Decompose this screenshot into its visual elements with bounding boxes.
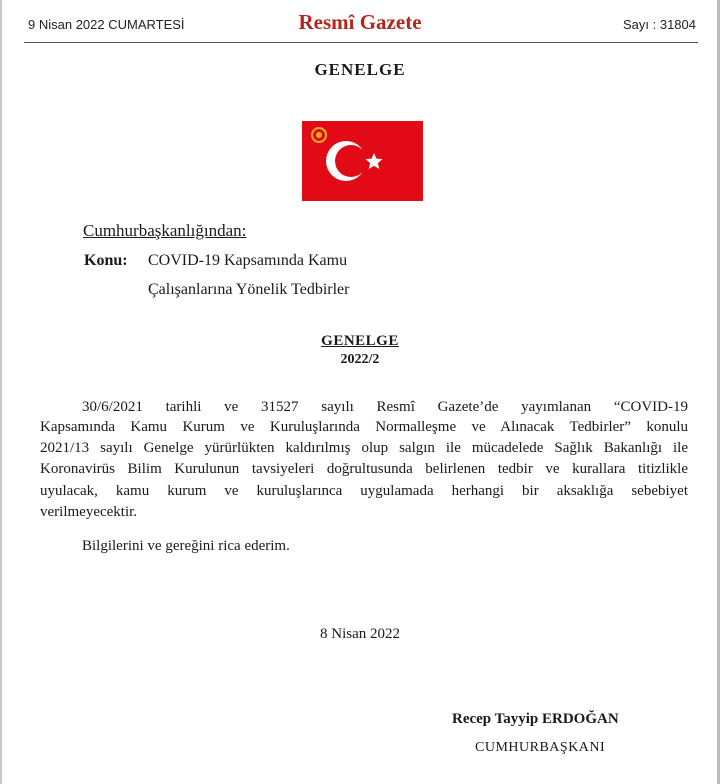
body-line-2: Kapsamında Kamu Kurum ve Kuruluşlarında Normalleşme ve Alınacak Tedbirler” konulu xyxy=(40,419,688,435)
section-title: GENELGE xyxy=(314,60,406,79)
gazette-title: Resmî Gazete xyxy=(298,10,422,34)
header-date: 9 Nisan 2022 CUMARTESİ xyxy=(28,17,185,32)
issue-number: Sayı : 31804 xyxy=(623,17,696,32)
header-divider xyxy=(24,42,698,43)
body-line-5: uyulacak, kamu kurum ve kuruluşlarınca uygulamada herhangi bir aksaklığa sebebiyet xyxy=(40,483,688,499)
subject-label: Konu: xyxy=(84,252,128,269)
turkish-flag-icon xyxy=(302,121,423,201)
body-line-3: 2021/13 sayılı Genelge yürürlükten kaldırılmış olup salgın ile mücadelede Sağlık Bakanlığı ile xyxy=(40,440,688,456)
body-line-1: 30/6/2021 tarihli ve 31527 sayılı Resmî Gazete’de yayımlanan “COVID-19 xyxy=(82,399,688,415)
page-left-border xyxy=(0,0,2,784)
signatory-title: CUMHURBAŞKANI xyxy=(475,740,606,755)
subject-line-1: COVID-19 Kapsamında Kamu xyxy=(148,252,348,269)
document-date: 8 Nisan 2022 xyxy=(320,626,400,642)
issuing-authority: Cumhurbaşkanlığından: xyxy=(83,221,247,240)
circular-title: GENELGE xyxy=(321,333,399,349)
subject-line-2: Çalışanlarına Yönelik Tedbirler xyxy=(148,281,350,298)
circular-number: 2022/2 xyxy=(340,352,380,367)
signatory-name: Recep Tayyip ERDOĞAN xyxy=(452,711,619,727)
closing-sentence: Bilgilerini ve gereğini rica ederim. xyxy=(82,538,290,554)
body-line-4: Koronavirüs Bilim Kurulunun tavsiyeleri doğrultusunda belirlenen tedbir ve kurallara titizlikle xyxy=(40,461,688,477)
body-line-6: verilmeyecektir. xyxy=(40,504,138,520)
gazette-header xyxy=(0,0,720,46)
